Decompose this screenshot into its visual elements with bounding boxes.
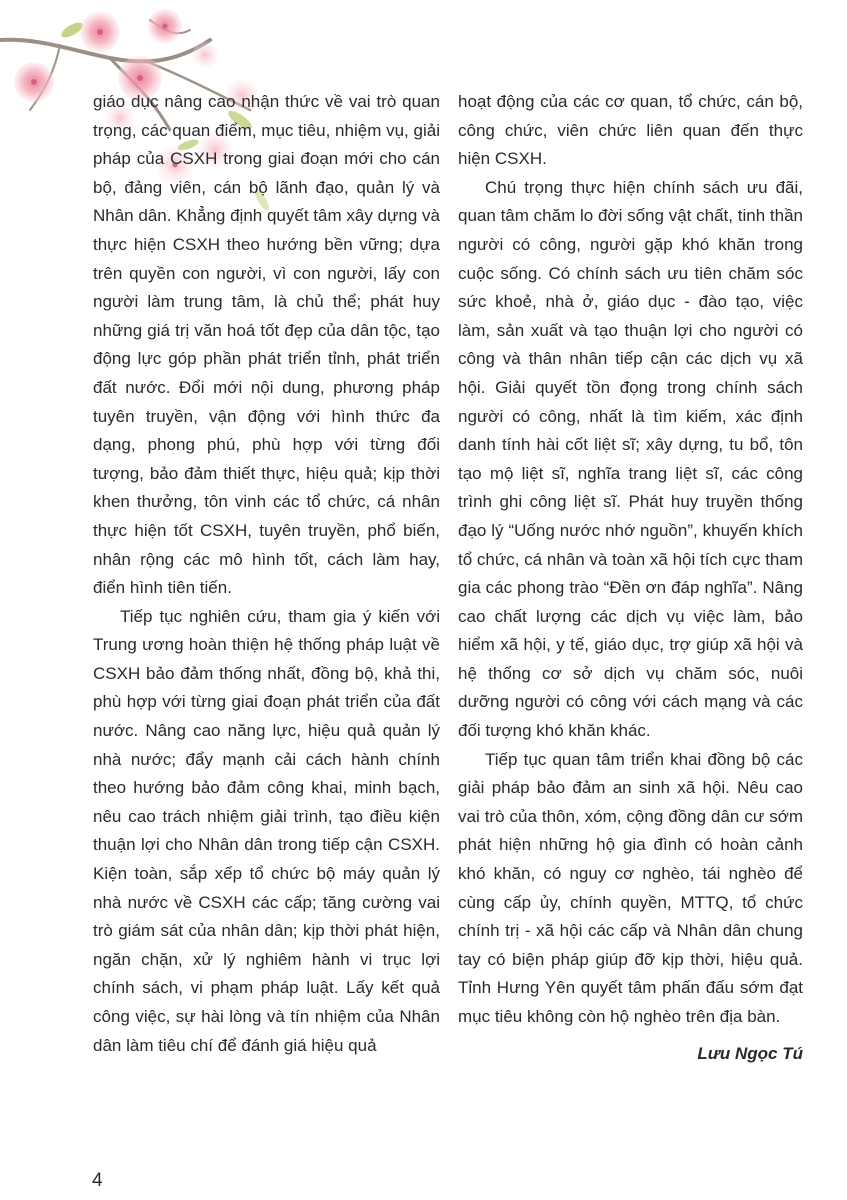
left-paragraph-2: Tiếp tục nghiên cứu, tham gia ý kiến với Trung ương hoàn thiện hệ thống pháp luật về CSXH bảo đảm thống nhất, đồng bộ, khả thi, phù hợp với từng giai đoạn phát triển của đất nước. Nâng cao năng lực, hiệu quả quản lý nhà nước; đẩy mạnh cải cách hành chính theo hướng bảo đảm công khai, minh bạch, nêu cao trách nhiệm giải trình, tạo điều kiện thuận lợi cho Nhân dân trong tiếp cận CSXH. Kiện toàn, sắp xếp tổ chức bộ máy quản lý nhà nước về CSXH các cấp; tăng cường vai trò giám sát của nhân dân; kịp thời phát hiện, ngăn chặn, xử lý nghiêm hành vi trục lợi chính sách, vi phạm pháp luật. Lấy kết quả công việc, sự hài lòng và tín nhiệm của Nhân dân làm tiêu chí để đánh giá hiệu quả [93, 606, 440, 1055]
author-signature: Lưu Ngọc Tú [697, 1043, 803, 1063]
right-paragraph-3: Tiếp tục quan tâm triển khai đồng bộ các giải pháp bảo đảm an sinh xã hội. Nêu cao vai trò của thôn, xóm, cộng đồng dân cư sớm phát hiện những hộ gia đình có hoàn cảnh khó khăn, có nguy cơ nghèo, tái nghèo để cùng cấp ủy, chính quyền, MTTQ, tổ chức chính trị - xã hội các cấp và Nhân dân chung tay có biện pháp giúp đỡ kịp thời, hiệu quả. Tỉnh Hưng Yên quyết tâm phấn đấu sớm đạt mục tiêu không còn hộ nghèo trên địa bàn. [458, 749, 803, 1026]
left-column [93, 88, 440, 1060]
right-paragraph-1: hoạt động của các cơ quan, tổ chức, cán bộ, công chức, viên chức liên quan đến thực hiện CSXH. [458, 92, 803, 169]
right-column [458, 88, 803, 1068]
page-number: 4 [92, 1170, 103, 1191]
left-paragraph-1: giáo dục nâng cao nhận thức về vai trò quan trọng, các quan điểm, mục tiêu, nhiệm vụ, giải pháp của CSXH trong giai đoạn mới cho cán bộ, đảng viên, cán bộ lãnh đạo, quản lý và Nhân dân. Khẳng định quyết tâm xây dựng và thực hiện CSXH theo hướng bền vững; dựa trên quyền con người, vì con người, lấy con người làm trung tâm, là chủ thể; phát huy những giá trị văn hoá tốt đẹp của dân tộc, tạo động lực góp phần phát triển tỉnh, phát triển đất nước. Đổi mới nội dung, phương pháp tuyên truyền, vận động với hình thức đa dạng, phong phú, phù hợp với từng đối tượng, bảo đảm thiết thực, hiệu quả; kịp thời khen thưởng, tôn vinh các tổ chức, cá nhân thực hiện tốt CSXH, tuyên truyền, phổ biến, nhân rộng các mô hình tốt, cách làm hay, điển hình tiên tiến. [93, 92, 440, 598]
right-paragraph-2: Chú trọng thực hiện chính sách ưu đãi, quan tâm chăm lo đời sống vật chất, tinh thần người có công, người gặp khó khăn trong cuộc sống. Có chính sách ưu tiên chăm sóc sức khoẻ, nhà ở, giáo dục - đào tạo, việc làm, sản xuất và tạo thuận lợi cho người có công và thân nhân tiếp cận các dịch vụ xã hội. Giải quyết tồn đọng trong chính sách người có công, nhất là tìm kiếm, xác định danh tính hài cốt liệt sĩ; xây dựng, tu bổ, tôn tạo mộ liệt sĩ, nghĩa trang liệt sĩ, các công trình ghi công liệt sĩ. Phát huy truyền thống đạo lý “Uống nước nhớ nguồn”, khuyến khích tổ chức, cá nhân và toàn xã hội tích cực tham gia các phong trào “Đền ơn đáp nghĩa”. Nâng cao chất lượng các dịch vụ việc làm, bảo hiểm xã hội, y tế, giáo dục, trợ giúp xã hội và hệ thống cơ sở dịch vụ chăm sóc, nuôi dưỡng người có công với cách mạng và các đối tượng khó khăn khác. [458, 177, 803, 741]
